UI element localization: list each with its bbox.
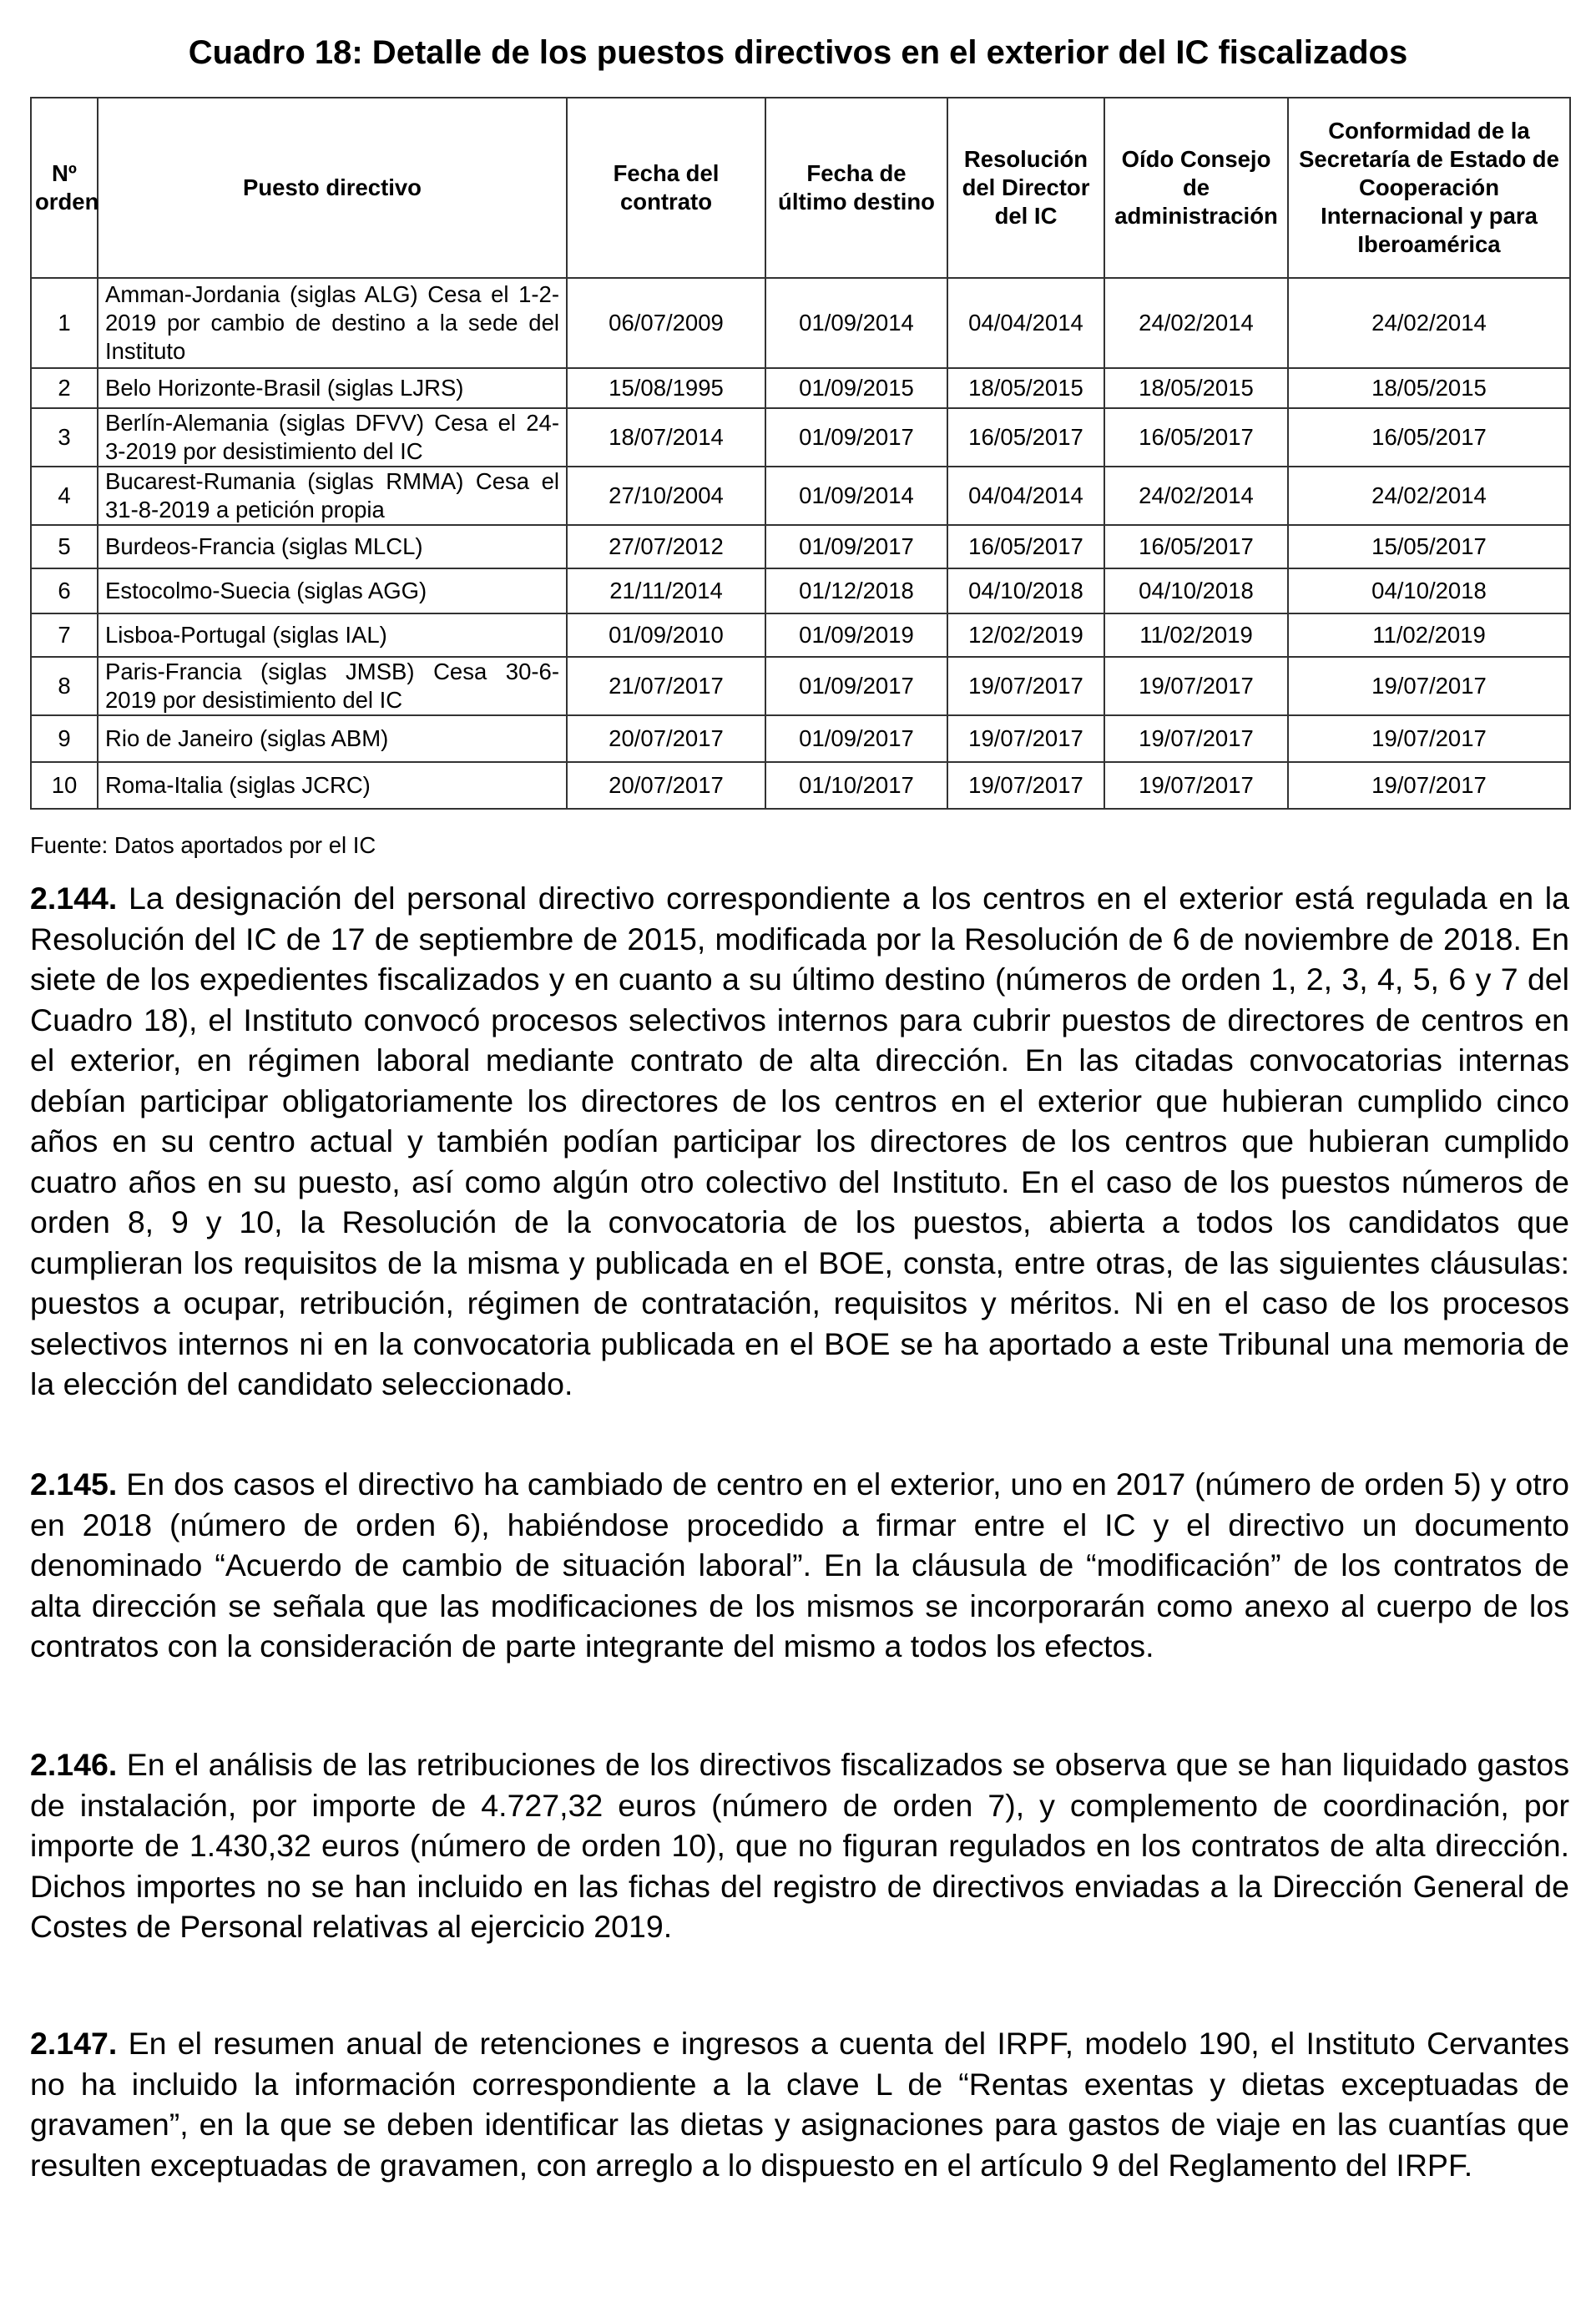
header-cell: Resolución del Director del IC [947,98,1104,278]
puesto-directivo-cell: Estocolmo-Suecia (siglas AGG) [98,568,567,613]
fecha-consejo-cell: 24/02/2014 [1104,467,1288,525]
fecha-resolucion-cell: 12/02/2019 [947,613,1104,657]
fecha-conformidad-cell: 19/07/2017 [1288,657,1570,715]
paragraph-2-146 [30,1744,1569,1947]
puesto-directivo-cell: Belo Horizonte-Brasil (siglas LJRS) [98,368,567,408]
row-number-cell: 3 [31,408,98,467]
header-cell: Fecha del contrato [567,98,765,278]
paragraph-number: 2.145. [30,1466,118,1502]
puesto-directivo-cell: Amman-Jordania (siglas ALG) Cesa el 1-2-2019 por cambio de destino a la sede del Instituto [98,278,567,368]
fecha-consejo-cell: 16/05/2017 [1104,525,1288,568]
paragraph-2-145 [30,1464,1569,1667]
table-row [31,408,1570,467]
paragraph-number: 2.144. [30,881,118,916]
puesto-directivo-cell: Berlín-Alemania (siglas DFVV) Cesa el 24-3-2019 por desistimiento del IC [98,408,567,467]
fecha-contrato-cell: 27/10/2004 [567,467,765,525]
fecha-conformidad-cell: 15/05/2017 [1288,525,1570,568]
paragraph-number: 2.147. [30,2026,118,2061]
fecha-conformidad-cell: 19/07/2017 [1288,762,1570,809]
fecha-ultimo-destino-cell: 01/10/2017 [765,762,947,809]
paragraph-2-147 [30,2023,1569,2185]
header-cell: Oído Consejo de administración [1104,98,1288,278]
fecha-contrato-cell: 20/07/2017 [567,715,765,762]
fecha-consejo-cell: 16/05/2017 [1104,408,1288,467]
fecha-resolucion-cell: 04/04/2014 [947,467,1104,525]
table-row [31,762,1570,809]
fecha-ultimo-destino-cell: 01/09/2015 [765,368,947,408]
fecha-contrato-cell: 01/09/2010 [567,613,765,657]
table-row [31,467,1570,525]
fecha-resolucion-cell: 19/07/2017 [947,657,1104,715]
fecha-contrato-cell: 27/07/2012 [567,525,765,568]
puesto-directivo-cell: Bucarest-Rumania (siglas RMMA) Cesa el 31-8-2019 a petición propia [98,467,567,525]
fecha-consejo-cell: 19/07/2017 [1104,715,1288,762]
fecha-contrato-cell: 18/07/2014 [567,408,765,467]
puesto-directivo-cell: Burdeos-Francia (siglas MLCL) [98,525,567,568]
fecha-consejo-cell: 04/10/2018 [1104,568,1288,613]
fecha-resolucion-cell: 16/05/2017 [947,408,1104,467]
header-cell: Puesto directivo [98,98,567,278]
table-row [31,368,1570,408]
fecha-contrato-cell: 20/07/2017 [567,762,765,809]
fecha-conformidad-cell: 04/10/2018 [1288,568,1570,613]
fecha-ultimo-destino-cell: 01/12/2018 [765,568,947,613]
fecha-resolucion-cell: 04/04/2014 [947,278,1104,368]
puesto-directivo-cell: Roma-Italia (siglas JCRC) [98,762,567,809]
fecha-ultimo-destino-cell: 01/09/2017 [765,525,947,568]
row-number-cell: 2 [31,368,98,408]
header-cell: Conformidad de la Secretaría de Estado de Cooperación Internacional y para Iberoamérica [1288,98,1570,278]
row-number-cell: 5 [31,525,98,568]
table-header-row [31,98,1570,278]
fecha-contrato-cell: 21/11/2014 [567,568,765,613]
fecha-conformidad-cell: 18/05/2015 [1288,368,1570,408]
row-number-cell: 8 [31,657,98,715]
fecha-ultimo-destino-cell: 01/09/2014 [765,278,947,368]
fecha-consejo-cell: 19/07/2017 [1104,657,1288,715]
table-row [31,657,1570,715]
row-number-cell: 6 [31,568,98,613]
fecha-consejo-cell: 24/02/2014 [1104,278,1288,368]
paragraph-number: 2.146. [30,1747,118,1782]
row-number-cell: 7 [31,613,98,657]
fecha-ultimo-destino-cell: 01/09/2014 [765,467,947,525]
fecha-ultimo-destino-cell: 01/09/2019 [765,613,947,657]
fecha-resolucion-cell: 04/10/2018 [947,568,1104,613]
header-cell: Fecha de último destino [765,98,947,278]
fecha-resolucion-cell: 18/05/2015 [947,368,1104,408]
paragraph-text: En el análisis de las retribuciones de los directivos fiscalizados se observa que se han liquidado gastos de instalación, por importe de 4.727,32 euros (número de orden 7), y complemento de coordinación, por importe de 1.430,32 euros (número de orden 10), que no figuran regulados en los contratos de alta dirección. Dichos importes no se han incluido en las fichas del registro de directivos enviadas a la Dirección General de Costes de Personal relativas al ejercicio 2019. [30,1747,1569,1944]
table-row [31,613,1570,657]
row-number-cell: 1 [31,278,98,368]
fecha-conformidad-cell: 19/07/2017 [1288,715,1570,762]
fecha-conformidad-cell: 16/05/2017 [1288,408,1570,467]
paragraph-text: En dos casos el directivo ha cambiado de centro en el exterior, uno en 2017 (número de orden 5) y otro en 2018 (número de orden 6), habiéndose procedido a firmar entre el IC y el directivo un documento denominado “Acuerdo de cambio de situación laboral”. En la cláusula de “modificación” de los contratos de alta dirección se señala que las modificaciones de los mismos se incorporarán como anexo al cuerpo de los contratos con la consideración de parte integrante del mismo a todos los efectos. [30,1466,1570,1663]
fecha-contrato-cell: 21/07/2017 [567,657,765,715]
fecha-ultimo-destino-cell: 01/09/2017 [765,657,947,715]
fecha-contrato-cell: 15/08/1995 [567,368,765,408]
row-number-cell: 4 [31,467,98,525]
fecha-resolucion-cell: 19/07/2017 [947,762,1104,809]
fecha-contrato-cell: 06/07/2009 [567,278,765,368]
puesto-directivo-cell: Paris-Francia (siglas JMSB) Cesa 30-6-2019 por desistimiento del IC [98,657,567,715]
puesto-directivo-cell: Lisboa-Portugal (siglas IAL) [98,613,567,657]
fecha-conformidad-cell: 24/02/2014 [1288,278,1570,368]
fecha-resolucion-cell: 19/07/2017 [947,715,1104,762]
table-row [31,715,1570,762]
directivos-table [30,97,1571,810]
table-source-note: Fuente: Datos aportados por el IC [30,832,376,858]
table-row [31,568,1570,613]
paragraph-text: La designación del personal directivo correspondiente a los centros en el exterior está regulada en la Resolución del IC de 17 de septiembre de 2015, modificada por la Resolución de 6 de noviembre de 2018. En siete de los expedientes fiscalizados y en cuanto a su último destino (números de orden 1, 2, 3, 4, 5, 6 y 7 del Cuadro 18), el Instituto convocó procesos selectivos internos para cubrir puestos de directores de centros en el exterior, en régimen laboral mediante contrato de alta dirección. En las citadas convocatorias internas debían participar obligatoriamente los directores de los centros en el exterior que hubieran cumplido cinco años en su centro actual y también podían participar los directores de los centros que hubieran cumplido cuatro años en su puesto, así como algún otro colectivo del Instituto. En el caso de los puestos números de orden 8, 9 y 10, la Resolución de la convocatoria de los puestos, abierta a todos los candidatos que cumplieran los requisitos de la misma y publicada en el BOE, consta, entre otras, de las siguientes cláusulas: puestos a ocupar, retribución, régimen de contratación, requisitos y méritos. Ni en el caso de los procesos selectivos internos ni en la convocatoria publicada en el BOE se ha aportado a este Tribunal una memoria de la elección del candidato seleccionado. [30,881,1569,1401]
header-cell: Nº orden [31,98,98,278]
fecha-consejo-cell: 18/05/2015 [1104,368,1288,408]
row-number-cell: 9 [31,715,98,762]
row-number-cell: 10 [31,762,98,809]
paragraph-text: En el resumen anual de retenciones e ingresos a cuenta del IRPF, modelo 190, el Instituto Cervantes no ha incluido la información correspondiente a la clave L de “Rentas exentas y dietas exceptuadas de gravamen”, en la que se deben identificar las dietas y asignaciones para gastos de viaje en las cuantías que resulten exceptuadas de gravamen, con arreglo a lo dispuesto en el artículo 9 del Reglamento del IRPF. [30,2026,1569,2183]
fecha-consejo-cell: 19/07/2017 [1104,762,1288,809]
table-row [31,525,1570,568]
fecha-ultimo-destino-cell: 01/09/2017 [765,408,947,467]
paragraph-2-144 [30,878,1569,1405]
puesto-directivo-cell: Rio de Janeiro (siglas ABM) [98,715,567,762]
fecha-consejo-cell: 11/02/2019 [1104,613,1288,657]
table-row [31,278,1570,368]
fecha-conformidad-cell: 11/02/2019 [1288,613,1570,657]
fecha-resolucion-cell: 16/05/2017 [947,525,1104,568]
fecha-ultimo-destino-cell: 01/09/2017 [765,715,947,762]
table-title: Cuadro 18: Detalle de los puestos directivos en el exterior del IC fiscalizados [188,34,1408,71]
fecha-conformidad-cell: 24/02/2014 [1288,467,1570,525]
